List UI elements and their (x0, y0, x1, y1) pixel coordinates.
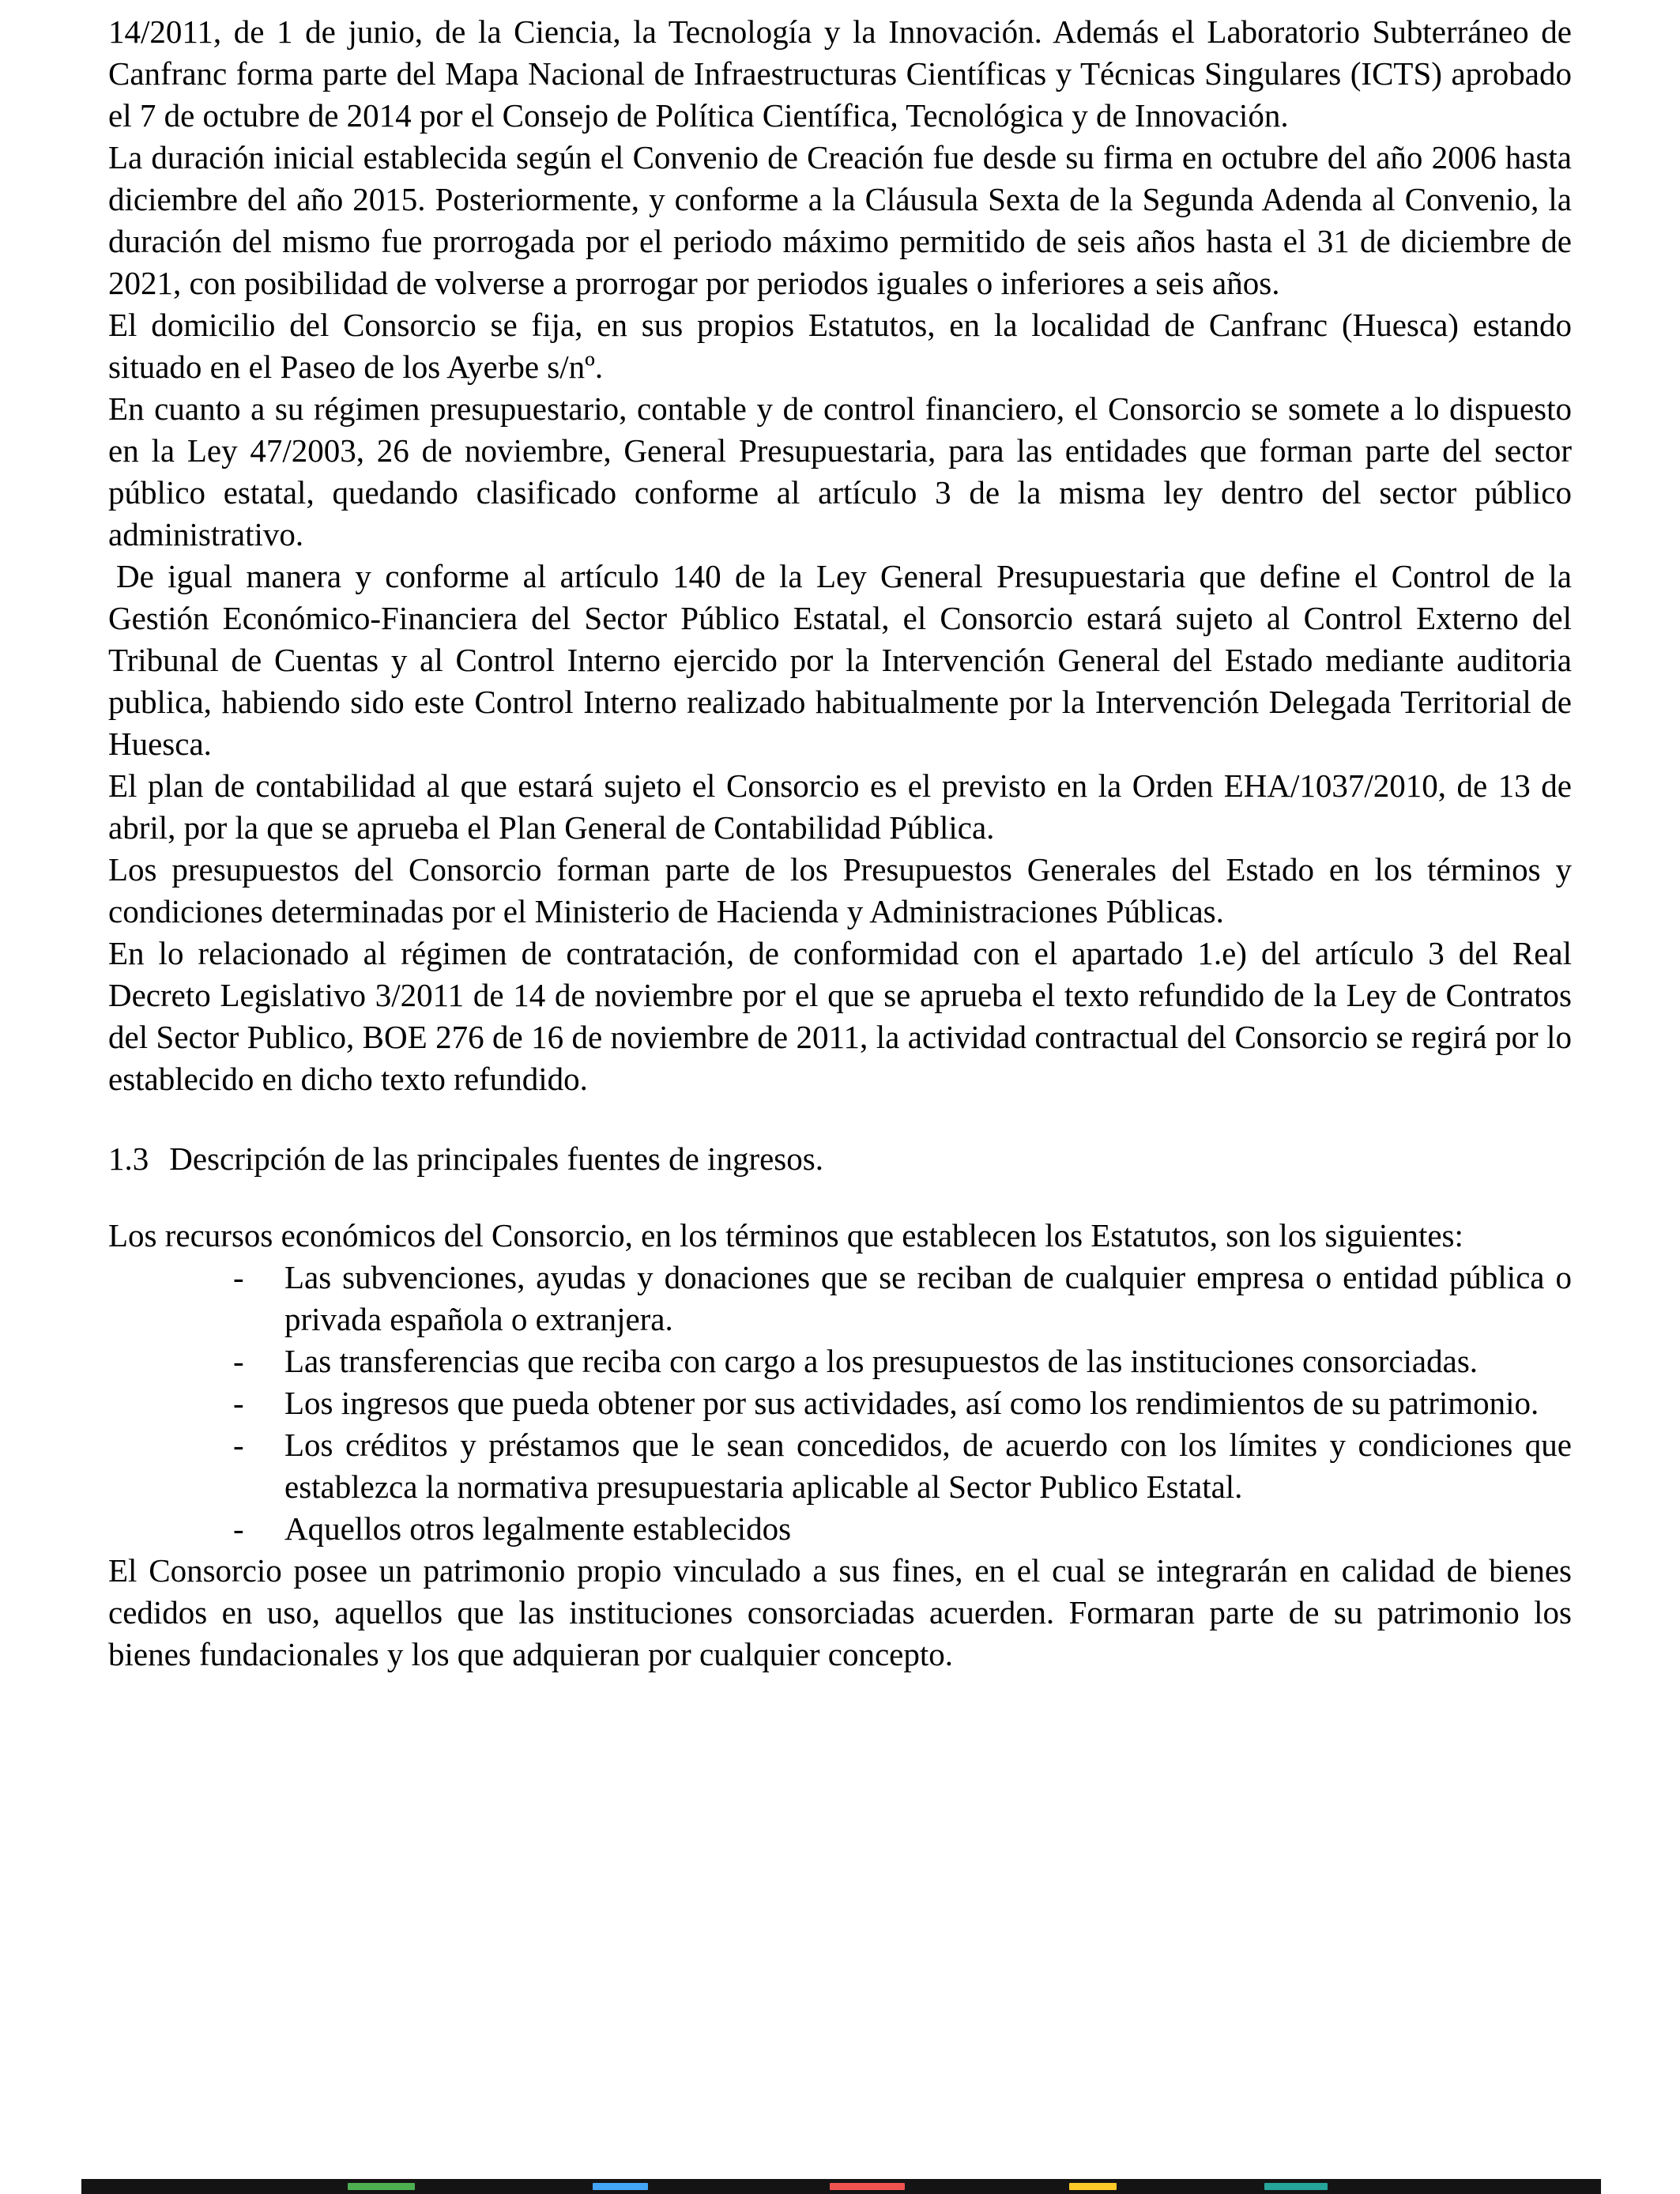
strip-mark (1264, 2183, 1328, 2190)
bottom-edge-strip (81, 2179, 1601, 2194)
strip-mark (348, 2183, 415, 2190)
closing-paragraph: El Consorcio posee un patrimonio propio vinculado a sus fines, en el cual se integrarán en calidad de bienes cedidos en uso, aquellos que las instituciones consorciadas acuerden. Formaran parte de su patrimonio los bienes fundacionales y los que adquieran por cualquier concepto. (108, 1552, 1572, 1672)
list-item (108, 1382, 1572, 1424)
body-paragraph: De igual manera y conforme al artículo 140 de la Ley General Presupuestaria que define el Control de la Gestión Económico-Financiera del Sector Público Estatal, el Consorcio estará sujeto al Control Externo del Tribunal de Cuentas y al Control Interno ejercido por la Intervención General del Estado mediante auditoria publica, habiendo sido este Control Interno realizado habitualmente por la Intervención Delegada Territorial de Huesca. (108, 558, 1572, 762)
list-item (108, 1424, 1572, 1508)
list-item-text: Las subvenciones, ayudas y donaciones que se reciban de cualquier empresa o entidad pública o privada española o extranjera. (284, 1259, 1572, 1337)
dash-marker: - (233, 1343, 244, 1379)
list-item (108, 1257, 1572, 1340)
list-item-text: Los ingresos que pueda obtener por sus actividades, así como los rendimientos de su patrimonio. (284, 1385, 1539, 1421)
list-item (108, 1340, 1572, 1382)
dash-marker: - (233, 1385, 244, 1421)
body-paragraph: En lo relacionado al régimen de contratación, de conformidad con el apartado 1.e) del artículo 3 del Real Decreto Legislativo 3/2011 de 14 de noviembre por el que se aprueba el texto refundido de la Ley de Contratos del Sector Publico, BOE 276 de 16 de noviembre de 2011, la actividad contractual del Consorcio se regirá por lo establecido en dicho texto refundido. (108, 935, 1572, 1097)
intro-paragraph: Los recursos económicos del Consorcio, en los términos que establecen los Estatutos, son los siguientes: (108, 1217, 1463, 1253)
strip-mark (1069, 2183, 1117, 2190)
document-content (108, 11, 1572, 1676)
dash-marker: - (233, 1427, 244, 1463)
body-paragraph: La duración inicial establecida según el Convenio de Creación fue desde su firma en octubre del año 2006 hasta diciembre del año 2015. Posteriormente, y conforme a la Cláusula Sexta de la Segunda Adenda al Convenio, la duración del mismo fue prorrogada por el periodo máximo permitido de seis años hasta el 31 de diciembre de 2021, con posibilidad de volverse a prorrogar por periodos iguales o inferiores a seis años. (108, 139, 1572, 301)
section-number: 1.3 (108, 1140, 149, 1177)
section-title: Descripción de las principales fuentes de ingresos. (169, 1140, 823, 1177)
body-paragraph: 14/2011, de 1 de junio, de la Ciencia, la Tecnología y la Innovación. Además el Laboratorio Subterráneo de Canfranc forma parte del Mapa Nacional de Infraestructuras Científicas y Técnicas Singulares (ICTS) aprobado el 7 de octubre de 2014 por el Consejo de Política Científica, Tecnológica y de Innovación. (108, 13, 1572, 134)
list-item-text: Las transferencias que reciba con cargo a los presupuestos de las instituciones consorciadas. (284, 1343, 1478, 1379)
strip-mark (593, 2183, 648, 2190)
list-item-text: Los créditos y préstamos que le sean concedidos, de acuerdo con los límites y condiciones que establezca la normativa presupuestaria aplicable al Sector Publico Estatal. (284, 1427, 1572, 1505)
body-paragraph: Los presupuestos del Consorcio forman parte de los Presupuestos Generales del Estado en los términos y condiciones determinadas por el Ministerio de Hacienda y Administraciones Públicas. (108, 851, 1572, 929)
body-paragraph: En cuanto a su régimen presupuestario, contable y de control financiero, el Consorcio se somete a lo dispuesto en la Ley 47/2003, 26 de noviembre, General Presupuestaria, para las entidades que forman parte del sector público estatal, quedando clasificado conforme al artículo 3 de la misma ley dentro del sector público administrativo. (108, 390, 1572, 552)
dash-marker: - (233, 1259, 244, 1295)
section-heading (108, 1138, 1572, 1180)
income-sources-list (108, 1257, 1572, 1550)
list-item (108, 1508, 1572, 1550)
strip-mark (830, 2183, 905, 2190)
body-paragraph: El plan de contabilidad al que estará sujeto el Consorcio es el previsto en la Orden EHA/1037/2010, de 13 de abril, por la que se aprueba el Plan General de Contabilidad Pública. (108, 767, 1572, 846)
list-item-text: Aquellos otros legalmente establecidos (284, 1510, 792, 1547)
body-paragraph: El domicilio del Consorcio se fija, en sus propios Estatutos, en la localidad de Canfranc (Huesca) estando situado en el Paseo de los Ayerbe s/nº. (108, 307, 1572, 385)
dash-marker: - (233, 1510, 244, 1547)
